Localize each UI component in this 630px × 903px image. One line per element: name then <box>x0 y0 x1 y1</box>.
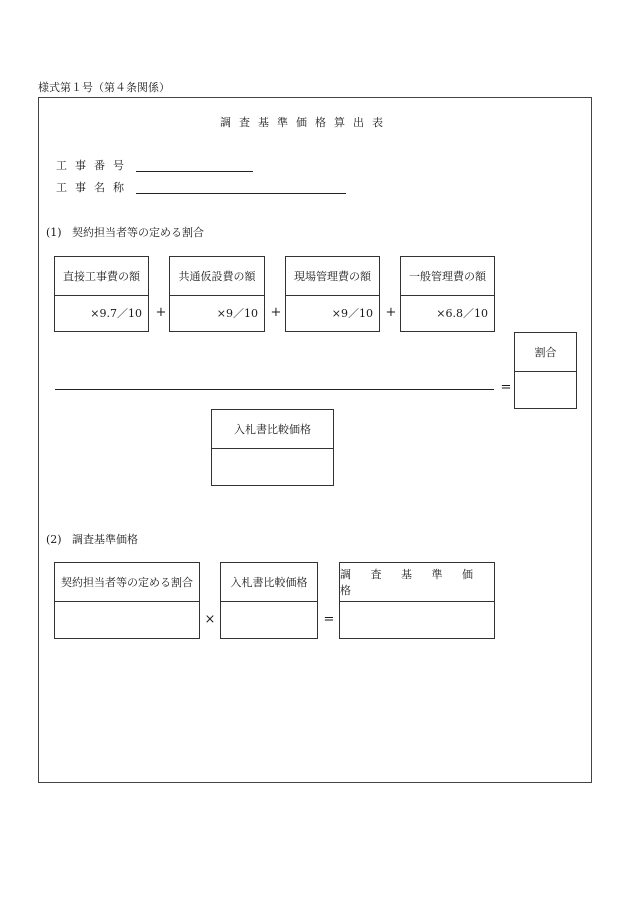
fraction-line <box>55 389 494 390</box>
direct-cost-multiplier[interactable]: ×9.7／10 <box>90 307 142 320</box>
site-management-cost-box <box>285 256 380 332</box>
form-label: 様式第１号（第４条関係） <box>38 81 170 94</box>
section2-heading: 調査基準価格 <box>72 533 138 546</box>
survey-standard-price-box <box>339 562 495 639</box>
general-management-cost-multiplier[interactable]: ×6.8／10 <box>436 307 488 320</box>
work-name-label: 工事名称 <box>56 181 132 194</box>
direct-cost-box <box>54 256 149 332</box>
ratio-result-value[interactable] <box>55 601 193 638</box>
ratio-result-box <box>54 562 200 639</box>
times-sign: × <box>204 612 216 627</box>
equals-sign: = <box>323 612 335 627</box>
plus-sign: + <box>270 305 282 320</box>
section1-heading: 契約担当者等の定める割合 <box>72 226 204 239</box>
site-management-cost-label: 現場管理費の額 <box>286 257 379 296</box>
bid-price-box <box>220 562 318 639</box>
bid-price-label: 入札書比較価格 <box>221 563 317 602</box>
common-temporary-cost-multiplier[interactable]: ×9／10 <box>216 307 258 320</box>
site-management-cost-multiplier[interactable]: ×9／10 <box>331 307 373 320</box>
plus-sign: + <box>155 305 167 320</box>
bid-comparison-price-value[interactable] <box>212 448 327 485</box>
equals-sign: = <box>500 380 512 395</box>
direct-cost-label: 直接工事費の額 <box>55 257 148 296</box>
common-temporary-cost-box <box>169 256 265 332</box>
plus-sign: + <box>385 305 397 320</box>
work-number-field[interactable] <box>136 171 253 172</box>
general-management-cost-box <box>400 256 495 332</box>
work-name-field[interactable] <box>136 193 346 194</box>
section1-number: (1) <box>46 226 62 239</box>
ratio-label: 割合 <box>515 333 576 372</box>
bid-comparison-price-label: 入札書比較価格 <box>212 410 333 449</box>
general-management-cost-label: 一般管理費の額 <box>401 257 494 296</box>
bid-price-value[interactable] <box>221 601 311 638</box>
section2-number: (2) <box>46 533 62 546</box>
survey-standard-price-label: 調 査 基 準 価 格 <box>340 563 494 602</box>
ratio-box <box>514 332 577 409</box>
ratio-result-label: 契約担当者等の定める割合 <box>55 563 199 602</box>
work-number-label: 工事番号 <box>56 159 132 172</box>
bid-comparison-price-box <box>211 409 334 486</box>
page-title: 調査基準価格算出表 <box>220 116 391 129</box>
ratio-value[interactable] <box>515 371 570 408</box>
common-temporary-cost-label: 共通仮設費の額 <box>170 257 264 296</box>
survey-standard-price-value[interactable] <box>340 601 488 638</box>
